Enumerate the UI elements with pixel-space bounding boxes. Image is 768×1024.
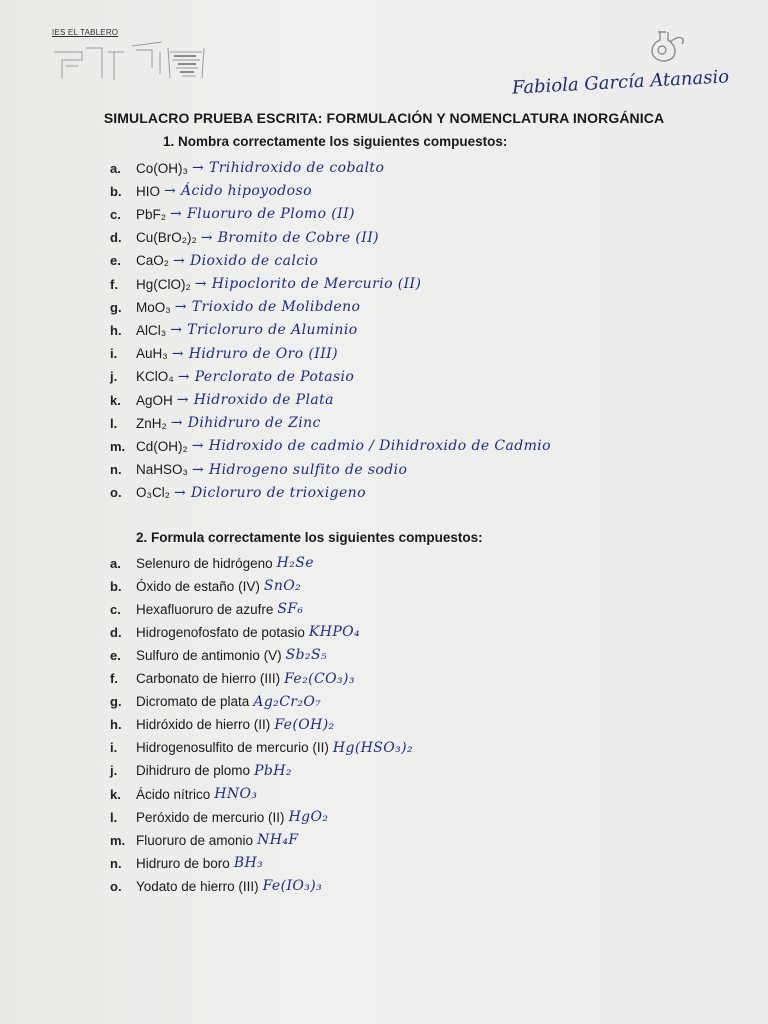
name-question-item: [110, 319, 358, 341]
compound-formula: PbF₂: [136, 206, 166, 222]
item-letter: j.: [110, 763, 118, 779]
formula-question-item: [110, 598, 303, 620]
item-letter: a.: [110, 160, 121, 176]
item-letter: l.: [110, 809, 118, 825]
compound-formula: ZnH₂: [136, 415, 167, 431]
handwritten-answer: → Dicloruro de trioxigeno: [174, 484, 366, 501]
handwritten-answer: HNO₃: [214, 786, 258, 802]
item-letter: c.: [110, 601, 121, 617]
item-letter: c.: [110, 206, 121, 222]
name-question-item: [110, 482, 366, 504]
page-title: SIMULACRO PRUEBA ESCRITA: FORMULACIÓN Y NOMENCLATURA INORGÁNICA: [103, 110, 665, 126]
item-letter: m.: [110, 438, 126, 454]
name-question-item: [110, 157, 384, 179]
name-question-item: [110, 389, 334, 411]
formula-question-item: [110, 644, 327, 666]
compound-name: Yodato de hierro (III): [136, 878, 259, 894]
name-question-item: [110, 273, 421, 295]
handwritten-answer: SF₆: [277, 601, 304, 618]
compound-name: Selenuro de hidrógeno: [136, 555, 273, 571]
compound-name: Hidrogenosulfito de mercurio (II): [136, 740, 329, 756]
formula-question-item: [110, 621, 360, 643]
handwritten-answer: Fe(OH)₂: [274, 716, 335, 733]
school-header: [52, 28, 118, 37]
compound-formula: NaHSO₃: [136, 462, 189, 478]
compound-formula: AlCl₃: [136, 322, 167, 338]
item-letter: d.: [110, 624, 122, 640]
handwritten-answer: Sb₂S₅: [285, 647, 327, 664]
formula-question-item: [110, 691, 321, 713]
item-letter: f.: [110, 276, 118, 292]
item-letter: b.: [110, 578, 122, 594]
compound-name: Hexafluoruro de azufre: [136, 601, 274, 617]
flask-logo-icon: [636, 28, 692, 66]
item-letter: e.: [110, 647, 121, 663]
handwritten-answer: Hg(HSO₃)₂: [332, 739, 414, 756]
name-question-item: [110, 296, 360, 318]
item-letter: f.: [110, 671, 118, 686]
handwritten-answer: → Bromito de Cobre (II): [200, 229, 379, 246]
section2-heading: 2. Formula correctamente los siguientes compuestos:: [136, 530, 483, 545]
school-logo-icon: [52, 38, 212, 88]
formula-question-item: [110, 760, 292, 782]
compound-formula: AuH₃: [136, 346, 168, 362]
item-letter: l.: [110, 415, 118, 431]
item-letter: i.: [110, 346, 118, 362]
handwritten-answer: → Fluoruro de Plomo (II): [170, 206, 355, 223]
compound-formula: MoO₃: [136, 299, 171, 315]
compound-name: Peróxido de mercurio (II): [136, 809, 285, 825]
handwritten-answer: → Tricloruro de Aluminio: [170, 322, 358, 339]
name-question-item: [110, 250, 318, 272]
compound-name: Hidrogenofosfato de potasio: [136, 624, 305, 640]
formula-question-item: [110, 875, 322, 897]
compound-formula: KClO₄: [136, 369, 174, 385]
item-letter: m.: [110, 832, 126, 848]
handwritten-answer: → Hidrogeno sulfito de sodio: [192, 461, 408, 478]
formula-question-item: [110, 552, 314, 574]
item-letter: k.: [110, 392, 121, 408]
compound-name: Carbonato de hierro (III): [136, 671, 281, 686]
item-letter: j.: [110, 369, 118, 385]
handwritten-answer: Fe(IO₃)₃: [262, 878, 323, 895]
item-letter: h.: [110, 717, 122, 733]
name-question-item: [110, 366, 354, 388]
formula-question-item: [110, 714, 335, 736]
compound-formula: Co(OH)₃: [136, 160, 188, 176]
handwritten-answer: → Ácido hipoyodoso: [164, 183, 312, 200]
name-question-item: [110, 412, 321, 434]
compound-formula: CaO₂: [136, 253, 169, 269]
name-question-item: [110, 203, 355, 225]
item-letter: i.: [110, 740, 118, 756]
compound-name: Sulfuro de antimonio (V): [136, 647, 282, 663]
item-letter: g.: [110, 694, 122, 710]
handwritten-answer: → Hipoclorito de Mercurio (II): [194, 276, 422, 292]
handwritten-answer: → Trioxido de Molibdeno: [174, 299, 361, 316]
handwritten-answer: → Hidroxido de Plata: [176, 392, 334, 408]
item-letter: g.: [110, 299, 122, 315]
compound-formula: AgOH: [136, 392, 173, 408]
compound-name: Óxido de estaño (IV): [136, 578, 260, 594]
item-letter: k.: [110, 786, 121, 802]
item-letter: b.: [110, 183, 122, 199]
formula-question-item: [110, 806, 328, 828]
compound-formula: Hg(ClO)₂: [136, 276, 191, 292]
formula-question-item: [110, 783, 257, 805]
formula-question-item: [110, 852, 263, 874]
handwritten-answer: KHPO₄: [308, 624, 361, 641]
handwritten-answer: → Perclorato de Potasio: [177, 368, 355, 385]
formula-question-item: [110, 829, 298, 851]
formula-question-item: [110, 575, 301, 597]
handwritten-answer: → Dioxido de calcio: [173, 252, 319, 269]
compound-formula: HIO: [136, 183, 161, 199]
handwritten-answer: → Trihidroxido de cobalto: [192, 160, 385, 176]
name-question-item: [110, 435, 551, 457]
handwritten-answer: → Dihidruro de Zinc: [170, 415, 321, 432]
handwritten-answer: → Hidruro de Oro (III): [171, 345, 338, 362]
name-question-item: [110, 180, 312, 202]
item-letter: n.: [110, 855, 122, 871]
compound-name: Hidróxido de hierro (II): [136, 717, 271, 733]
compound-formula: O₃Cl₂: [136, 485, 170, 501]
formula-question-item: [110, 737, 413, 759]
handwritten-answer: HgO₂: [288, 809, 329, 826]
name-question-item: [110, 227, 379, 249]
compound-name: Dihidruro de plomo: [136, 763, 251, 779]
compound-name: Fluoruro de amonio: [136, 832, 254, 848]
name-question-item: [110, 459, 407, 481]
compound-name: Hidruro de boro: [136, 855, 230, 871]
section1-heading: 1. Nombra correctamente los siguientes compuestos:: [163, 134, 508, 149]
item-letter: n.: [110, 462, 122, 478]
compound-name: Ácido nítrico: [136, 786, 211, 802]
item-letter: a.: [110, 555, 121, 571]
department-logo: [636, 28, 692, 71]
handwritten-answer: Ag₂Cr₂O₇: [253, 693, 322, 710]
handwritten-answer: PbH₂: [254, 762, 292, 779]
item-letter: o.: [110, 485, 122, 501]
handwritten-answer: BH₃: [233, 855, 264, 872]
item-letter: o.: [110, 878, 122, 894]
handwritten-answer: → Hidroxido de cadmio / Dihidroxido de Cadmio: [191, 438, 551, 455]
handwritten-answer: NH₄F: [257, 832, 299, 849]
item-letter: h.: [110, 322, 122, 338]
formula-question-item: [110, 668, 355, 690]
handwritten-answer: H₂Se: [276, 555, 314, 571]
compound-name: Dicromato de plata: [136, 694, 250, 710]
name-question-item: [110, 343, 338, 365]
school-name: IES EL TABLERO: [52, 28, 119, 37]
student-name: Fabiola García Atanasio: [511, 66, 730, 99]
compound-formula: Cd(OH)₂: [136, 438, 188, 454]
compound-formula: Cu(BrO₂)₂: [136, 230, 197, 246]
item-letter: d.: [110, 230, 122, 246]
handwritten-answer: Fe₂(CO₃)₃: [284, 670, 355, 687]
handwritten-answer: SnO₂: [263, 578, 302, 595]
item-letter: e.: [110, 253, 121, 269]
